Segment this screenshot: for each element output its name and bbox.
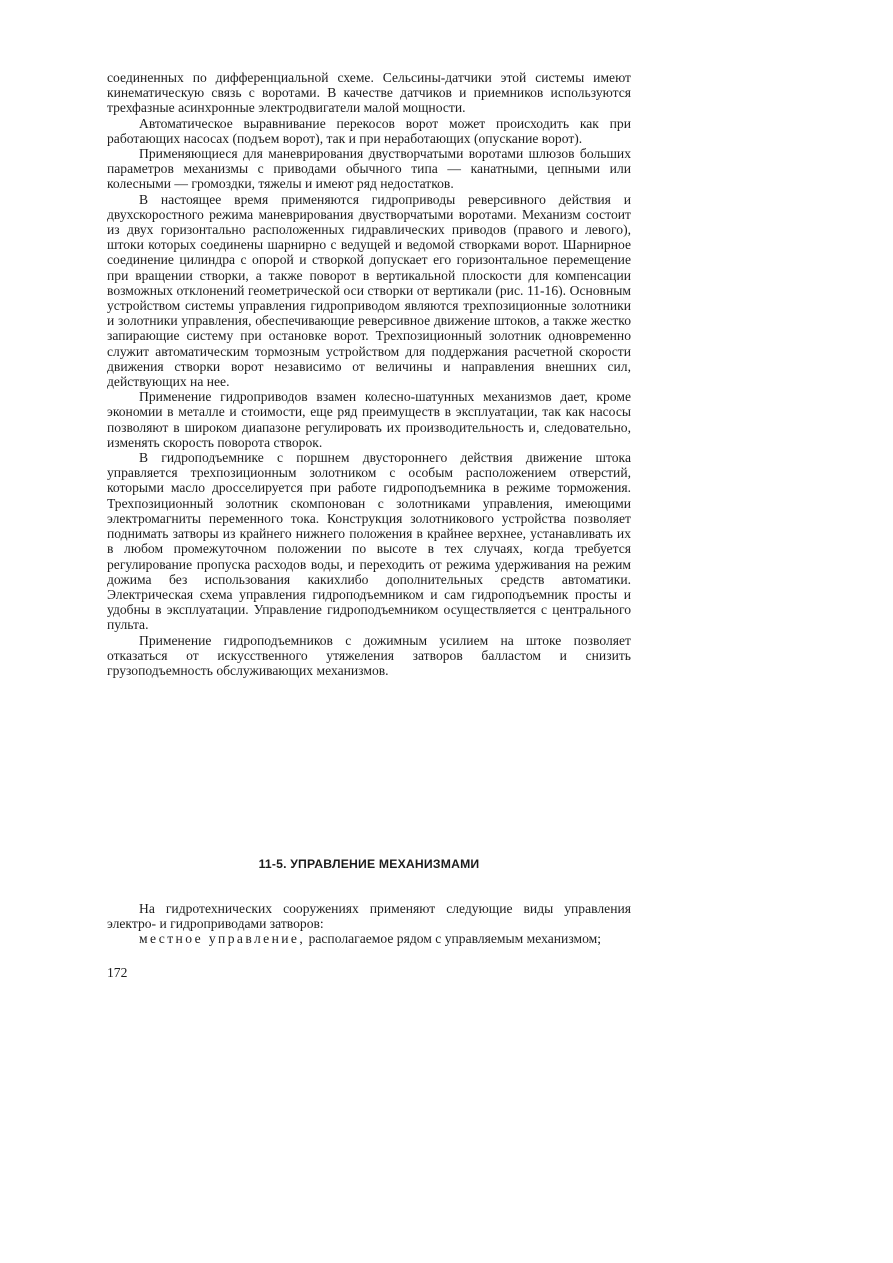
page-number: 172 [107,965,128,980]
list-item [107,931,631,946]
section-heading: 11-5. УПРАВЛЕНИЕ МЕХАНИЗМАМИ [258,857,480,871]
list-item-term: местное управление, [139,931,306,947]
paragraph: В гидроподъемнике с поршнем двустороннего действия движение штока управляется трехпозиционным золотником с особым расположением отверстий, которыми масло дросселируется при работе гидроподъемника в режиме торможения. Трехпозиционный золотник скомпонован с золотниками управления, имеющими электромагниты переменного тока. Конструкция золотникового устройства позволяет поднимать затворы из крайнего нижнего положения в крайнее верхнее, устанавливать их в любом промежуточном положении по высоте в тех случаях, когда требуется регулирование пропуска расходов воды, и переходить от режима удерживания на режим дожима без использования какихлибо дополнительных средств автоматики. Электрическая схема управления гидроподъемником и сам гидроподъемник просты и удобны в эксплуатации. Управление гидроподъемником осуществляется с центрального пульта. [107,450,631,633]
paragraph: В настоящее время применяются гидроприводы реверсивного действия и двухскоростного режима маневрирования двустворчатыми воротами. Механизм состоит из двух горизонтально расположенных гидравлических приводов (правого и левого), штоки которых соединены шарнирно с ведущей и ведомой створками ворот. Шарнирное соединение цилиндра с опорой и створкой допускает его горизонтальное перемещение при вращении створки, а также поворот в вертикальной плоскости для компенсации возможных отклонений геометрической оси створки от вертикали (рис. 11-16). Основным устройством системы управления гидроприводом являются трехпозиционные золотники и золотники управления, обеспечивающие реверсивное движение штоков, а также жестко запирающие систему при остановке ворот. Трехпозиционный золотник одновременно служит автоматическим тормозным устройством для поддержания расчетной скорости движения створки ворот независимо от величины и направления внешних сил, действующих на нее. [107,191,631,390]
paragraph: Применение гидроприводов взамен колесно-шатунных механизмов дает, кроме экономии в металле и стоимости, еще ряд преимуществ в эксплуатации, так как насосы позволяют в широком диапазоне регулировать их производительность и, следовательно, изменять скорость поворота створок. [107,389,631,450]
paragraph: соединенных по дифференциальной схеме. Сельсины-датчики этой системы имеют кинематическую связь с воротами. В качестве датчиков и приемников используются трехфазные асинхронные электродвигатели малой мощности. [107,70,631,116]
section-intro: На гидротехнических сооружениях применяют следующие виды управления электро- и гидроприводами затворов: [107,901,631,932]
paragraph: Применение гидроподъемников с дожимным усилием на штоке позволяет отказаться от искусственного утяжеления затворов балластом и снизить грузоподъемность обслуживающих механизмов. [107,632,631,678]
list-item-text: располагаемое рядом с управляемым механизмом; [305,931,602,947]
paragraph: Автоматическое выравнивание перекосов ворот может происходить как при работающих насосах (подъем ворот), так и при неработающих (опускание ворот). [107,115,631,146]
paragraph: Применяющиеся для маневрирования двустворчатыми воротами шлюзов больших параметров механизмы с приводами обычного типа — канатными, цепными или колесными — громоздки, тяжелы и имеют ряд недостатков. [107,146,631,192]
section-body [107,901,631,947]
body-text [107,70,631,678]
